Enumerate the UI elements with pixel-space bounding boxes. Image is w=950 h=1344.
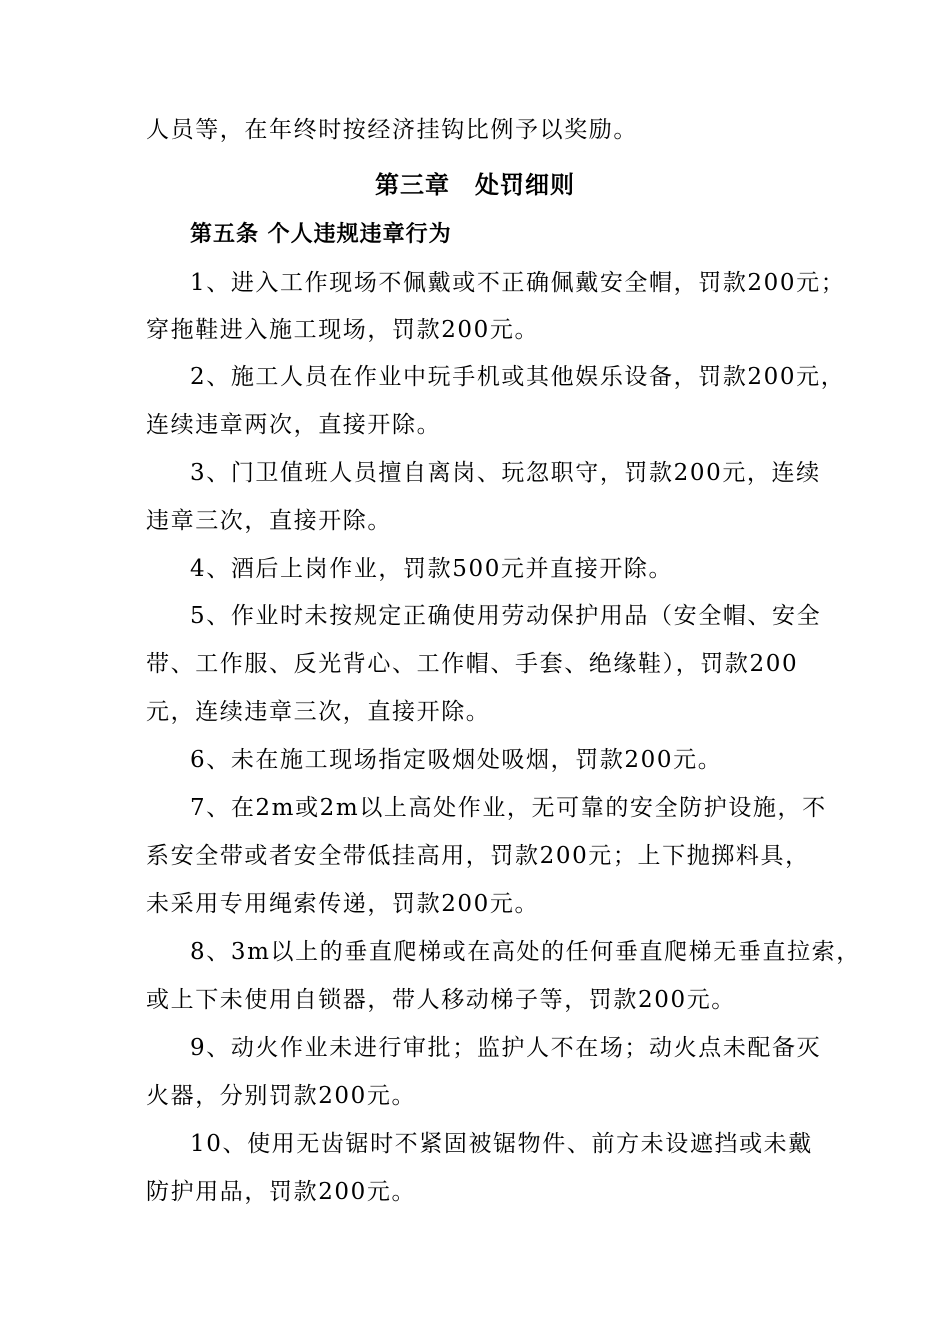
- intro-line: 人员等，在年终时按经济挂钩比例予以奖励。: [146, 117, 638, 143]
- item-3-line-2: 违章三次，直接开除。: [146, 508, 392, 534]
- item-2-line-1: 2、施工人员在作业中玩手机或其他娱乐设备，罚款200元，: [190, 364, 846, 390]
- item-1-line-2: 穿拖鞋进入施工现场，罚款200元。: [146, 317, 540, 343]
- item-10-line-2: 防护用品，罚款200元。: [146, 1179, 417, 1205]
- item-10-line-1: 10、使用无齿锯时不紧固被锯物件、前方未设遮挡或未戴: [190, 1131, 813, 1157]
- item-3-line-1: 3、门卫值班人员擅自离岗、玩忽职守，罚款200元，连续: [190, 460, 821, 486]
- item-7-line-1: 7、在2m或2m以上高处作业，无可靠的安全防护设施，不: [190, 795, 827, 821]
- item-4-line-1: 4、酒后上岗作业，罚款500元并直接开除。: [190, 556, 674, 582]
- chapter-title: 第三章 处罚细则: [375, 171, 575, 199]
- item-7-line-3: 未采用专用绳索传递，罚款200元。: [146, 891, 540, 917]
- item-8-line-1: 8、3m以上的垂直爬梯或在高处的任何垂直爬梯无垂直拉索，: [190, 939, 861, 965]
- item-9-line-2: 火器，分别罚款200元。: [146, 1083, 417, 1109]
- item-6-line-1: 6、未在施工现场指定吸烟处吸烟，罚款200元。: [190, 747, 723, 773]
- item-5-line-1: 5、作业时未按规定正确使用劳动保护用品（安全帽、安全: [190, 603, 822, 629]
- item-8-line-2: 或上下未使用自锁器，带人移动梯子等，罚款200元。: [146, 987, 736, 1013]
- item-9-line-1: 9、动火作业未进行审批；监护人不在场；动火点未配备灭: [190, 1035, 822, 1061]
- item-5-line-2: 带、工作服、反光背心、工作帽、手套、绝缘鞋），罚款200: [146, 651, 799, 677]
- item-1-line-1: 1、进入工作现场不佩戴或不正确佩戴安全帽，罚款200元；: [190, 270, 846, 296]
- article-title: 第五条 个人违规违章行为: [190, 222, 452, 247]
- item-7-line-2: 系安全带或者安全带低挂高用，罚款200元；上下抛掷料具，: [146, 843, 810, 869]
- item-5-line-3: 元，连续违章三次，直接开除。: [146, 699, 491, 725]
- item-2-line-2: 连续违章两次，直接开除。: [146, 412, 442, 438]
